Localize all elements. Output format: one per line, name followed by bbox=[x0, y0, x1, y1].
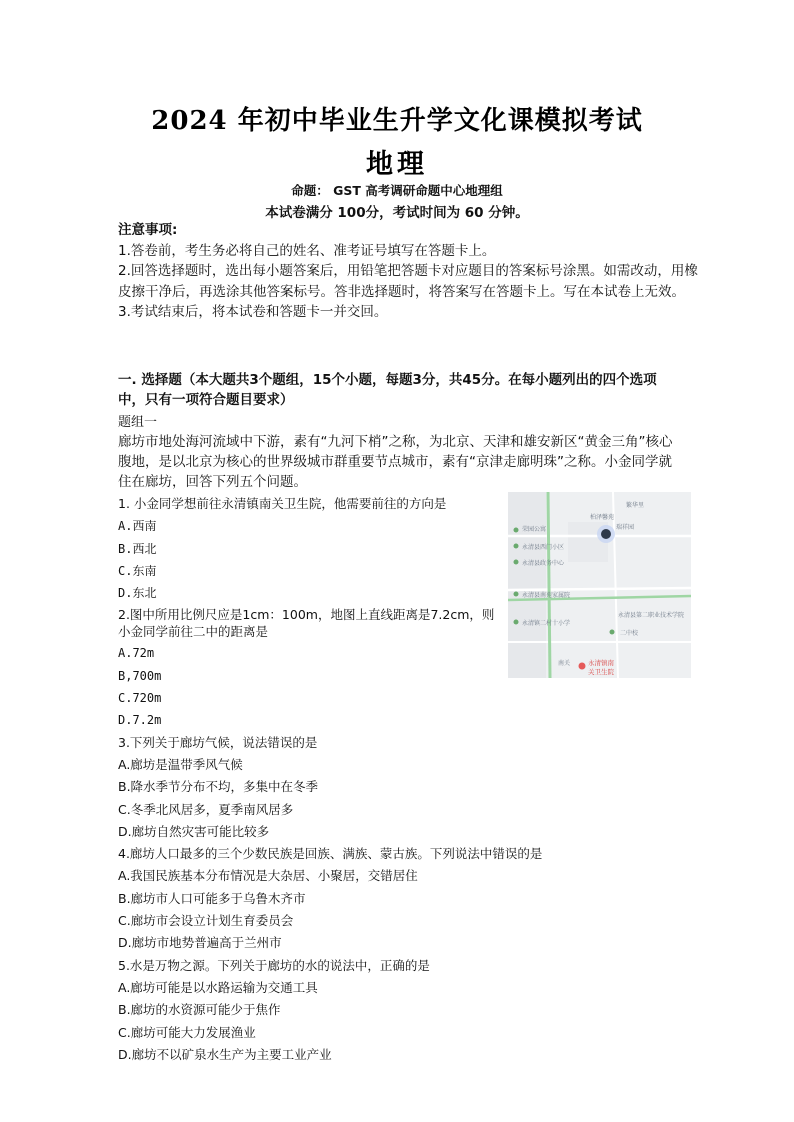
location-map bbox=[508, 492, 691, 678]
map-label: 二中校 bbox=[620, 630, 639, 637]
question-option: B.廊坊的水资源可能少于焦作 bbox=[118, 1002, 281, 1018]
note-item: 1.答卷前，考生务必将自己的姓名、准考证号填写在答题卡上。 bbox=[118, 242, 496, 259]
group-label: 题组一 bbox=[118, 415, 158, 430]
question-option: C.廊坊可能大力发展渔业 bbox=[118, 1024, 256, 1040]
map-label: 瑞祥园 bbox=[616, 524, 635, 531]
question-option: B.西北 bbox=[118, 541, 157, 556]
map-label: 永清镇南 bbox=[588, 659, 614, 667]
question-option: D.廊坊自然灾害可能比较多 bbox=[118, 823, 270, 839]
question-stem: 4.廊坊人口最多的三个少数民族是回族、满族、蒙古族。下列说法中错误的是 bbox=[118, 846, 543, 862]
map-label: 繁华里 bbox=[626, 502, 645, 509]
question-option: B.廊坊市人口可能多于乌鲁木齐市 bbox=[118, 890, 306, 906]
question-option: A.廊坊是温带季风气候 bbox=[118, 756, 243, 772]
question-option: C.720m bbox=[118, 691, 162, 706]
map-label: 荣园公寓 bbox=[522, 526, 547, 533]
note-item: 2.回答选择题时，选出每小题答案后，用铅笔把答题卡对应题目的答案标号涂黑。如需改动，用橡皮擦干净后，再选涂其他答案标号。答非选择题时，将答案写在答题卡上。写在本试卷上无效。 bbox=[118, 263, 698, 300]
poi-dot bbox=[610, 630, 615, 635]
current-location-dot bbox=[601, 529, 611, 539]
map-label: 南关 bbox=[558, 660, 571, 667]
question-stem: 5.水是万物之源。下列关于廊坊的水的说法中，正确的是 bbox=[118, 957, 430, 973]
poi-dot bbox=[514, 544, 519, 549]
map-label: 永清镇二村十小学 bbox=[522, 620, 571, 627]
poi-dot bbox=[514, 528, 519, 533]
exam-title: 2024 年初中毕业生升学文化课模拟考试 bbox=[151, 106, 643, 136]
notes-block bbox=[118, 220, 698, 323]
notes-heading: 注意事项: bbox=[118, 222, 178, 238]
destination-pin-icon bbox=[579, 663, 586, 670]
map-label: 永清县第二职业技术学院 bbox=[618, 612, 685, 619]
map-label: 柏泽馨苑 bbox=[590, 514, 615, 521]
passage-text: 廊坊市地处海河流域中下游，素有“九河下梢”之称，为北京、天津和雄安新区“黄金三角”核心腹地，是以北京为核心的世界级城市群重要节点城市，素有“京津走廊明珠”之称。小金同学就住在廊坊，回答下列五个问题。 bbox=[118, 434, 673, 490]
question-option: D.东北 bbox=[118, 586, 157, 601]
question-option: B.降水季节分布不均，多集中在冬季 bbox=[118, 779, 319, 795]
question-option: A.西南 bbox=[118, 519, 157, 534]
exam-info-line: 本试卷满分 100分，考试时间为 60 分钟。 bbox=[265, 205, 529, 221]
poi-dot bbox=[514, 620, 519, 625]
question-stem: 2.图中所用比例尺应是1cm：100m，地图上直线距离是7.2cm，则小金同学前往二中的距离是 bbox=[118, 607, 495, 640]
question-stem: 1. 小金同学想前往永清镇南关卫生院，他需要前往的方向是 bbox=[118, 496, 447, 511]
question-option: B,700m bbox=[118, 668, 162, 683]
map-main-road bbox=[548, 492, 550, 678]
question-option: A.廊坊可能是以水路运输为交通工具 bbox=[118, 979, 318, 995]
question-option: A.72m bbox=[118, 646, 155, 661]
question-option: C.东南 bbox=[118, 563, 157, 578]
map-block bbox=[508, 492, 546, 678]
question-stem: 3.下列关于廊坊气候，说法错误的是 bbox=[118, 734, 318, 750]
question-option: D.廊坊不以矿泉水生产为主要工业产业 bbox=[118, 1046, 332, 1062]
poi-dot bbox=[514, 592, 519, 597]
map-label: 永清县政务中心 bbox=[522, 560, 565, 567]
map-label: 关卫生院 bbox=[588, 668, 614, 676]
question-option: C.冬季北风居多，夏季南风居多 bbox=[118, 801, 294, 817]
poi-dot bbox=[514, 560, 519, 565]
question-option: A.我国民族基本分布情况是大杂居、小聚居，交错居住 bbox=[118, 868, 418, 884]
subject-title: 地理 bbox=[366, 149, 428, 180]
note-item: 3.考试结束后，将本试卷和答题卡一并交回。 bbox=[118, 304, 388, 320]
question-option: D.7.2m bbox=[118, 713, 162, 728]
map-label: 永清县南苑家属院 bbox=[522, 592, 571, 599]
question-option: D.廊坊市地势普遍高于兰州市 bbox=[118, 935, 282, 951]
authors-line: 命题： GST 高考调研命题中心地理组 bbox=[291, 183, 503, 198]
map-label: 永清县西门小区 bbox=[522, 544, 565, 551]
section-heading: 一. 选择题（本大题共3个题组，15个小题，每题3分，共45分。在每小题列出的四个选项中，只有一项符合题目要求） bbox=[118, 372, 657, 408]
question-option: C.廊坊市会设立计划生育委员会 bbox=[118, 913, 294, 929]
